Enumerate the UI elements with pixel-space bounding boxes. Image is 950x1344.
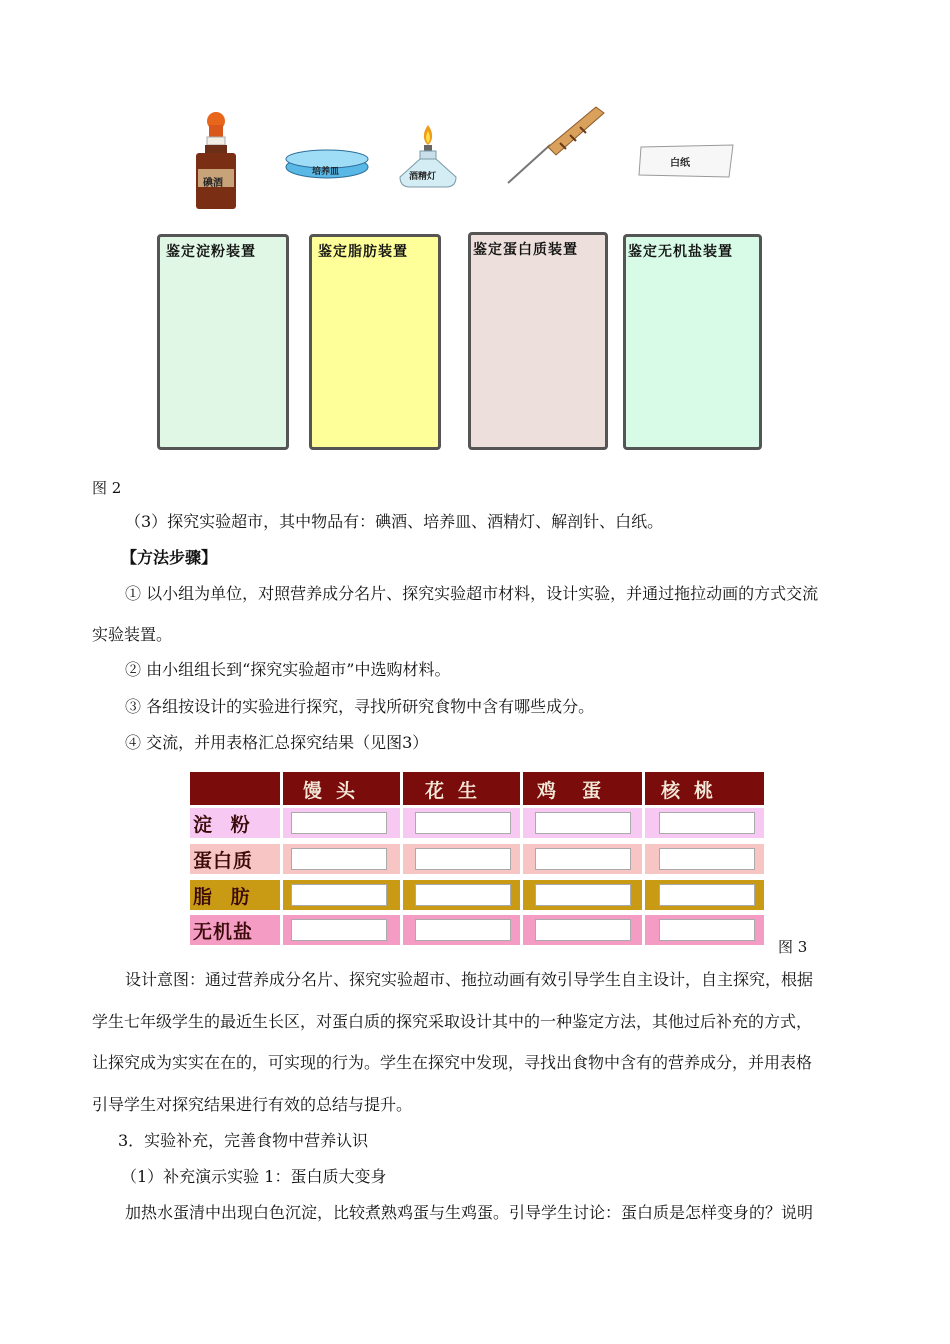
- table-cell[interactable]: [659, 812, 755, 834]
- table-header-corner: [190, 772, 280, 805]
- table-header-cell: [403, 772, 520, 805]
- step-1-line-1: ① 以小组为单位，对照营养成分名片、探究实验超市材料，设计实验，并通过拖拉动画的方式交流: [125, 584, 819, 603]
- design-intent-line-2: 学生七年级学生的最近生长区，对蛋白质的探究采取设计其中的一种鉴定方法，其他过后补充的方式，: [92, 1012, 813, 1031]
- row-label-starch: 淀 粉: [193, 814, 256, 836]
- column-divider: [520, 772, 523, 946]
- column-divider: [642, 772, 645, 946]
- iodine-label: 碘酒: [203, 178, 223, 189]
- column-header-peanut: 花生: [425, 780, 492, 802]
- table-cell[interactable]: [291, 812, 387, 834]
- table-cell[interactable]: [291, 848, 387, 870]
- lamp-label: 酒精灯: [409, 172, 437, 182]
- box-mineral-title: 鉴定无机盐装置: [628, 244, 733, 260]
- row-label-protein: 蛋白质: [193, 850, 254, 872]
- box-fat[interactable]: [309, 234, 441, 450]
- table-cell[interactable]: [291, 919, 387, 941]
- dissecting-needle-icon[interactable]: [504, 105, 606, 187]
- dish-label: 培养皿: [312, 167, 340, 177]
- figure-3-table: [190, 772, 764, 946]
- table-cell[interactable]: [535, 884, 631, 906]
- step-1-line-2: 实验装置。: [92, 625, 173, 644]
- paper-label: 白纸: [670, 158, 690, 169]
- table-cell[interactable]: [415, 812, 511, 834]
- table-cell[interactable]: [415, 919, 511, 941]
- table-cell[interactable]: [659, 919, 755, 941]
- table-cell[interactable]: [535, 848, 631, 870]
- table-cell[interactable]: [659, 884, 755, 906]
- figure-2-caption: 图 2: [92, 479, 122, 497]
- section-3-heading: 3．实验补充，完善食物中营养认识: [118, 1131, 369, 1150]
- design-intent-line-1: 设计意图：通过营养成分名片、探究实验超市、拖拉动画有效引导学生自主设计，自主探究，根据: [125, 970, 814, 989]
- table-cell[interactable]: [535, 919, 631, 941]
- box-starch-title: 鉴定淀粉装置: [166, 244, 256, 260]
- table-cell[interactable]: [415, 884, 511, 906]
- alcohol-lamp-icon[interactable]: [396, 123, 460, 189]
- table-header-cell: [645, 772, 764, 805]
- row-label-mineral: 无机盐: [193, 921, 254, 943]
- table-cell[interactable]: [415, 848, 511, 870]
- box-protein-title: 鉴定蛋白质装置: [473, 242, 578, 258]
- column-header-walnut: 核桃: [661, 780, 728, 802]
- step-2: ② 由小组组长到“探究实验超市”中选购材料。: [125, 660, 451, 679]
- heading-method-steps: 【方法步骤】: [121, 548, 218, 567]
- box-mineral[interactable]: [623, 234, 762, 450]
- table-cell[interactable]: [659, 848, 755, 870]
- petri-dish-icon[interactable]: [284, 147, 370, 181]
- column-header-egg: 鸡蛋: [537, 780, 628, 802]
- step-4: ④ 交流，并用表格汇总探究结果（见图3）: [125, 733, 429, 752]
- box-starch[interactable]: [157, 234, 289, 450]
- table-header-cell: [523, 772, 642, 805]
- design-intent-line-4: 引导学生对探究结果进行有效的总结与提升。: [92, 1095, 413, 1114]
- box-protein[interactable]: [468, 232, 608, 450]
- step-3: ③ 各组按设计的实验进行探究，寻找所研究食物中含有哪些成分。: [125, 697, 595, 716]
- white-paper-icon[interactable]: [637, 143, 737, 179]
- paragraph-supermarket: （3）探究实验超市，其中物品有：碘酒、培养皿、酒精灯、解剖针、白纸。: [125, 512, 664, 531]
- iodine-bottle-icon[interactable]: [192, 107, 240, 211]
- demo-experiment-1-heading: （1）补充演示实验 1：蛋白质大变身: [121, 1167, 387, 1186]
- table-cell[interactable]: [535, 812, 631, 834]
- box-fat-title: 鉴定脂肪装置: [318, 244, 408, 260]
- row-label-fat: 脂 肪: [193, 886, 256, 908]
- table-header-cell: [283, 772, 400, 805]
- figure-3-caption: 图 3: [778, 938, 808, 956]
- figure-2: [138, 101, 777, 458]
- table-row-mineral: [190, 915, 764, 945]
- column-header-mantou: 馒头: [303, 780, 370, 802]
- design-intent-line-3: 让探究成为实实在在的，可实现的行为。学生在探究中发现，寻找出食物中含有的营养成分，并用表格: [92, 1053, 813, 1072]
- demo-experiment-1-text: 加热水蛋清中出现白色沉淀，比较煮熟鸡蛋与生鸡蛋。引导学生讨论：蛋白质是怎样变身的？说明: [125, 1203, 814, 1222]
- table-row-protein: [190, 844, 764, 874]
- table-cell[interactable]: [291, 884, 387, 906]
- table-row-fat: [190, 880, 764, 910]
- column-divider: [400, 772, 403, 946]
- table-row-starch: [190, 808, 764, 838]
- column-divider: [280, 772, 283, 946]
